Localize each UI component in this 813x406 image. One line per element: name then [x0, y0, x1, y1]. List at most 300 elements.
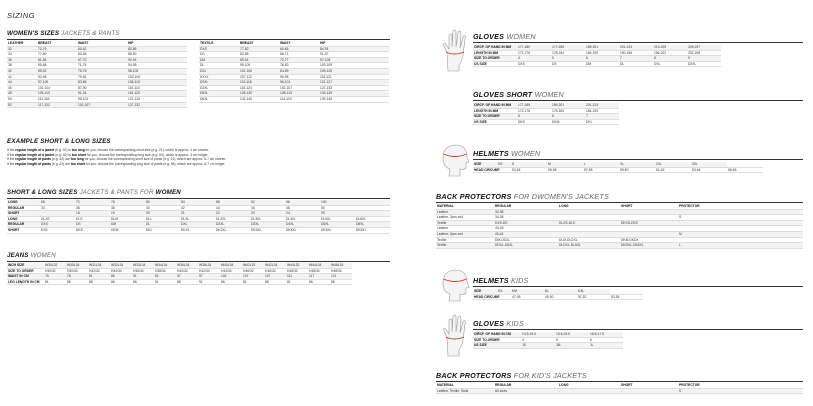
table-cell: W46L34 [330, 263, 352, 268]
table-cell: 5 [556, 337, 558, 342]
back-protectors-kids-rule [436, 381, 803, 382]
table-cell: JM [555, 343, 589, 349]
table-cell: 109-115 [319, 68, 389, 74]
table-cell: 4 [517, 56, 551, 62]
table-cell: DDXL-D6XL [494, 243, 558, 249]
table-cell: DKM [111, 227, 119, 232]
table-cell: 75-78 [77, 68, 127, 74]
table-cell: W32L34 [110, 263, 132, 268]
explain-emphasis: too long [70, 157, 84, 162]
table-cell: SIZE TO ORDER [8, 268, 34, 273]
table-cell: DLXL [181, 216, 190, 221]
table-cell: 102-106 [128, 74, 141, 79]
table-cell: 66-71 [280, 52, 289, 57]
table-cell: KXL [577, 289, 610, 294]
table-cell: DLM-DLDXL [559, 237, 578, 242]
table-cell: DLXS [41, 216, 50, 221]
table-cell: Textile [436, 220, 494, 226]
table-cell: 81 [243, 279, 247, 284]
explain-text: for you, choose the corresponding short size (e.g. 21), which is approx. 4 cm shorter. [84, 148, 210, 152]
table-cell: 125-130 [239, 91, 279, 97]
gloves-women-rule [473, 42, 803, 43]
table-cell: H38/34 [155, 268, 166, 273]
table-cell: 90-94 [127, 57, 187, 63]
table-cell: 102-107 [77, 102, 127, 108]
table-cell: 15.5-16.5 [555, 332, 589, 337]
table-cell: 189-201 [551, 103, 585, 108]
table-cell: 85-88 [38, 63, 47, 68]
table-cell: 189-201 [585, 45, 619, 50]
table-cell: 53-54 [611, 294, 620, 299]
table-cell: DM-DDXL [495, 237, 511, 242]
table-cell: M [678, 231, 803, 237]
table-cell: DXS [40, 222, 75, 228]
table-cell: 172-178 [518, 50, 531, 55]
table-cell: 86-90 [128, 52, 137, 57]
table-cell: 131-140 [240, 96, 253, 101]
table-cell: 97-100 [37, 80, 77, 86]
table-cell: DS [552, 61, 557, 66]
table-cell: SIZE [473, 289, 497, 294]
table-cell: LONG [8, 216, 18, 221]
table-cell: 38 [111, 205, 115, 210]
table-cell: 97 [176, 274, 198, 280]
table-cell: 76 [44, 274, 66, 280]
table-cell: 40-46 [495, 226, 504, 231]
table-cell: 97-103 [319, 57, 389, 63]
table-cell: 76 [110, 200, 145, 205]
table-cell: LEG LENGTH IN CM [8, 279, 40, 284]
explain-text: If the [7, 161, 16, 166]
short-long-sizes-rule [7, 198, 390, 199]
table-cell: DM [110, 222, 145, 228]
table-cell: 42 [8, 74, 12, 79]
table-cell: KL [544, 289, 577, 294]
table-cell: 16.5-17.5 [589, 332, 623, 337]
table-cell: D6XL [200, 96, 209, 101]
table-cell: HEAD CIRCUMF. [474, 294, 501, 299]
table-cell: LENGTH IN MM [474, 108, 499, 113]
table-cell: 94-98 [128, 63, 137, 68]
table-cell: W38L34 [198, 263, 220, 268]
table-header-cell: SHORT [621, 383, 633, 387]
table-cell: DXL [199, 68, 239, 74]
table-cell: 91 [132, 274, 154, 280]
back-protectors-kids-title: BACK PROTECTORS FOR KID'S JACKETS [436, 371, 587, 380]
table-cell: D2XL [215, 222, 250, 228]
table-cell: 97 [198, 274, 220, 280]
table-cell: 18 [75, 211, 110, 217]
table-cell: 44 [7, 80, 37, 86]
table-cell: Textile [436, 243, 494, 249]
table-cell: 3XL [691, 162, 727, 167]
gloves-kids-title: GLOVES KIDS [473, 319, 524, 328]
table-cell: DXXL [200, 74, 209, 79]
table-cell: 86 [331, 279, 335, 284]
table-cell: 60-65 [279, 46, 319, 52]
table-cell: 6 [585, 56, 619, 62]
table-cell: L [583, 162, 619, 167]
table-cell: DK4XL [286, 227, 297, 232]
table-cell: CIRCF. OF HAND IN MM [473, 103, 517, 108]
table-cell: 111 [286, 274, 308, 280]
back-protectors-women-title: BACK PROTECTORS FOR DWOMEN'S JACKETS [436, 192, 609, 201]
helmets-kids-rule [473, 286, 803, 287]
table-cell: M [547, 162, 583, 167]
table-row [436, 243, 803, 249]
table-cell: 190-196 [620, 50, 633, 55]
table-cell: DL [200, 63, 205, 68]
table-row [473, 119, 619, 125]
table-row [473, 167, 763, 173]
table-cell: 93-96 [38, 74, 47, 79]
table-cell: 42 [181, 205, 185, 210]
table-cell: 4 [522, 337, 524, 342]
table-cell: 86 [265, 279, 269, 284]
table-cell: DK5XL [321, 227, 332, 232]
table-cell: 178-184 [552, 108, 565, 113]
table-cell: XL [619, 162, 655, 167]
table-cell: 84-89 [279, 68, 319, 74]
table-cell: 55-56 [548, 167, 557, 172]
table-cell: DXS [518, 61, 525, 66]
table-cell: 100 [320, 200, 355, 205]
table-cell: 177-180 [517, 45, 551, 50]
table-row [473, 343, 623, 349]
table-header-cell: BREAST [240, 41, 254, 45]
table-cell: 51-52 [578, 294, 587, 299]
table-cell: DKL [146, 227, 153, 232]
table-cell: H46/32 [243, 268, 254, 273]
table-cell: SHORT [7, 211, 40, 217]
table-cell: D6XL [355, 222, 390, 228]
table-cell: SHORT [8, 227, 20, 232]
table-cell: S [679, 215, 682, 220]
table-cell: DKM [552, 119, 560, 124]
table-cell: Leather [437, 226, 449, 231]
explain-text: If the [7, 157, 16, 162]
table-cell: 86 [67, 279, 71, 284]
gloves-women-table [473, 45, 721, 67]
table-cell: DL4XL [286, 216, 297, 221]
helmets-women-title: HELMETS WOMEN [473, 149, 541, 158]
table-cell: 34 [8, 52, 12, 57]
table-cell: 67-70 [77, 57, 127, 63]
gloves-women-title: GLOVES WOMEN [473, 32, 536, 41]
head-profile-icon [440, 143, 470, 177]
table-cell: US SIZE [473, 343, 521, 349]
table-cell: 89-94 [239, 57, 279, 63]
table-cell: 86 [177, 279, 181, 284]
table-cell: 119-124 [240, 85, 252, 90]
table-cell: US SIZE [474, 61, 487, 66]
table-cell: XS [497, 162, 511, 167]
table-row [473, 294, 643, 300]
explain-emphasis: regular length of a jacket [15, 152, 55, 157]
table-cell: 95-101 [78, 96, 89, 101]
table-cell: 127-132 [127, 102, 187, 108]
table-cell: 91-94 [77, 91, 127, 97]
table-cell: 63-66 [78, 52, 87, 57]
table-cell: H48/34 [331, 268, 342, 273]
table-cell: H42/34 [199, 268, 210, 273]
table-cell: 121-127 [319, 80, 389, 86]
table-cell: H46/34 [265, 268, 276, 273]
table-header-cell: REGULAR [495, 204, 512, 208]
table-header-cell: MATERIAL [437, 383, 454, 387]
table-cell: 95-100 [240, 63, 251, 68]
table-cell: W31L34 [88, 263, 110, 268]
table-cell: 196-202 [654, 50, 667, 55]
short-long-size-table [7, 200, 390, 234]
table-cell: 60-62 [77, 46, 127, 52]
table-header-cell: BREAST [38, 41, 52, 45]
table-cell: DS [200, 52, 205, 57]
table-cell: CIRCF. OF HAND IN CM [473, 332, 521, 337]
table-cell: DL [145, 222, 180, 228]
gloves-short-rule [473, 100, 803, 101]
table-cell: 177-189 [551, 45, 585, 50]
table-cell: DL6XL [356, 216, 367, 221]
explain-emphasis: regular length of a jacket [15, 148, 55, 152]
table-cell: 92 [250, 200, 285, 205]
table-header-cell: LEATHER [8, 41, 24, 45]
jeans-rule [7, 261, 390, 262]
table-cell: 52 [7, 102, 37, 108]
table-cell: 34-38 [495, 215, 504, 220]
helmets-women-table [473, 162, 763, 173]
table-cell: LENGTH IN MM [474, 50, 499, 55]
table-cell: H40/34 [177, 268, 188, 273]
table-cell: REGULAR [8, 205, 25, 210]
table-cell: 59-60 [620, 167, 629, 172]
table-cell: 22 [215, 211, 250, 217]
explain-line [7, 162, 226, 167]
table-cell: DLL [146, 216, 153, 221]
table-cell: H30/32 [45, 268, 56, 273]
table-cell: 48 [7, 91, 37, 97]
table-cell: JL [589, 343, 623, 349]
table-cell: DK3XL [251, 227, 262, 232]
table-cell: DKM-DKDX [621, 237, 639, 242]
table-cell: 63-64 [692, 167, 701, 172]
table-cell: 78-83 [280, 63, 289, 68]
table-cell: Leather [436, 209, 494, 215]
table-cell: 102 [220, 274, 242, 280]
table-cell: 23 [250, 211, 285, 217]
table-cell: 177-189 [517, 103, 551, 108]
table-header-cell: REGULAR [495, 383, 512, 387]
table-cell: 8 [653, 56, 687, 62]
gloves-short-title: GLOVES SHORT WOMEN [473, 90, 564, 99]
table-cell: 72-77 [279, 57, 319, 63]
leather-size-table [7, 41, 187, 108]
table-cell: 24 [285, 211, 320, 217]
table-cell: 86 [133, 279, 137, 284]
table-cell: 7 [619, 56, 653, 62]
table-row [7, 227, 390, 233]
table-cell: DL [620, 61, 625, 66]
explain-emphasis: too short [70, 161, 86, 166]
table-cell: 91-97 [320, 52, 329, 57]
explain-text: for you, choose the corresponding short size of pants (e.g. 21), which are approx. 6-7 cm shorter. [83, 157, 227, 162]
table-cell: 81-84 [37, 57, 77, 63]
table-cell: 50 [8, 96, 12, 101]
table-cell: 111-116 [38, 96, 50, 101]
table-row [7, 102, 187, 108]
table-cell: 5 [517, 114, 551, 120]
table-cell: 80 [145, 200, 180, 205]
explain-emphasis: regular length of pants [15, 161, 51, 166]
table-cell: 121-126 [128, 96, 141, 101]
table-header-cell: MATERIAL [437, 204, 454, 208]
table-cell: 72 [75, 200, 110, 205]
back-protectors-women-rule [436, 202, 803, 203]
table-cell: REGULAR [7, 222, 40, 228]
table-cell: D2XL [688, 61, 697, 66]
table-cell: D4XL [285, 222, 320, 228]
table-cell: 91 [199, 279, 203, 284]
table-cell: 34 [41, 205, 45, 210]
table-cell: HEAD CIRCUMF. [474, 167, 501, 172]
explain-text: for you, choose the corresponding long size (e.g. 84), which is approx. 4 cm longer. [86, 152, 209, 157]
textile-size-table [199, 41, 389, 103]
table-cell: 96-101 [279, 80, 319, 86]
table-cell: 46 [251, 205, 255, 210]
table-cell: KXS [41, 227, 48, 232]
table-cell: Leather, 2pcs suit [437, 215, 463, 220]
gloves-kids-rule [473, 329, 803, 330]
table-cell: DKXL [181, 227, 190, 232]
table-cell: 91 [155, 279, 159, 284]
explain-text: (e.g. 42) is [54, 152, 72, 157]
table-cell: - [558, 388, 620, 394]
table-cell: 40-44 [494, 231, 558, 237]
table-cell: DKS [518, 119, 525, 124]
helmets-kids-table [473, 289, 643, 300]
table-cell: DL5XL [321, 216, 332, 221]
table-cell: DM [586, 61, 592, 66]
table-cell: W34L34 [154, 263, 176, 268]
table-cell: 184-190 [586, 50, 599, 55]
table-cell: 6 [551, 114, 585, 120]
table-header-cell: LONG [559, 383, 569, 387]
table-cell: 82-86 [127, 46, 187, 52]
table-cell: 83-88 [240, 52, 249, 57]
table-cell: 115-121 [320, 74, 332, 79]
table-cell: 86 [221, 279, 225, 284]
table-cell: SIZE TO ORDER [474, 337, 500, 342]
table-cell: H44/34 [221, 268, 232, 273]
table-cell: SIZE TO ORDER [473, 56, 517, 62]
table-cell: W36L34 [176, 263, 198, 268]
table-cell: Leather, Textile, Suits [436, 388, 494, 394]
jeans-size-table [7, 263, 352, 285]
table-cell: 84 [180, 200, 215, 205]
table-cell: 71-74 [78, 63, 87, 68]
table-header-cell: HIP [320, 41, 326, 45]
table-cell: 38 [8, 63, 12, 68]
jeans-title: JEANS WOMEN [7, 252, 56, 259]
table-cell: 213-225 [653, 45, 687, 50]
explain-text: If the [7, 152, 16, 157]
table-cell: JS [521, 343, 555, 349]
table-cell: 7 [585, 114, 619, 120]
table-cell: 36 [76, 205, 80, 210]
table-cell: S [678, 388, 803, 394]
explain-text: for you, choose the corresponding long size of pants (e.g. 84), which are approx. 6-7 cm longer. [85, 161, 226, 166]
table-cell: 89-92 [37, 68, 77, 74]
table-cell: S [511, 162, 547, 167]
table-cell: 81 [45, 279, 49, 284]
table-cell: 202-208 [688, 50, 701, 55]
table-cell: 49-50 [545, 294, 554, 299]
table-cell: 115-120 [127, 91, 187, 97]
table-cell: KM [511, 289, 544, 294]
table-cell: 81 [287, 279, 291, 284]
table-cell: W30L34 [66, 263, 88, 268]
table-cell: DLM [111, 216, 118, 221]
table-cell: 25 [320, 211, 355, 217]
table-cell: 2XL [655, 162, 691, 167]
table-cell: DLXS-DLS [558, 220, 620, 226]
explain-text: If the [7, 148, 16, 152]
table-cell: 225-237 [687, 45, 721, 50]
table-cell: 5 [551, 56, 585, 62]
table-cell: 81 [88, 274, 110, 280]
table-cell: DXL [654, 61, 661, 66]
table-cell: 32 [7, 46, 37, 52]
table-cell: DXL [180, 222, 215, 228]
short-long-sizes-title: SHORT & LONG SIZES JACKETS & PANTS FOR WOMEN [7, 189, 181, 196]
table-cell: DXS-DS [494, 220, 558, 226]
table-cell: 133-139 [319, 91, 389, 97]
table-header-cell: HIP [128, 41, 134, 45]
table-cell: 19 [110, 211, 145, 217]
table-cell: W33L34 [132, 263, 154, 268]
glove-hand-icon [441, 29, 469, 73]
table-row [473, 61, 721, 67]
table-cell: D3XL [250, 222, 285, 228]
table-cell: D3XL [199, 80, 239, 86]
table-cell: 79-82 [78, 74, 87, 79]
table-cell: 53-54 [512, 167, 521, 172]
table-cell: 77-80 [38, 52, 47, 57]
table-cell: 107 [264, 274, 286, 280]
table-cell: DM [199, 57, 239, 63]
table-cell: CIRCF. OF HAND IN MM [473, 45, 517, 50]
table-cell: DXS [199, 46, 239, 52]
table-cell: 86 [309, 279, 313, 284]
table-cell: W40L34 [220, 263, 242, 268]
table-header-cell: WAIST [78, 41, 89, 45]
table-cell: H34/34 [111, 268, 122, 273]
table-cell: D4XL [200, 85, 209, 90]
head-profile-kids-icon [440, 268, 470, 302]
explain-emphasis: too long [71, 148, 85, 152]
table-header-cell: PROTECTOR [679, 383, 700, 387]
womens-sizes-rule [7, 39, 390, 40]
table-cell: 88 [215, 200, 250, 205]
table-cell: 178-184 [552, 50, 565, 55]
helmets-women-rule [473, 159, 803, 160]
table-cell: All sizes [494, 388, 558, 394]
back-protectors-kids-table [436, 383, 803, 394]
table-cell: 83-86 [77, 80, 127, 86]
table-cell: 90-95 [280, 74, 289, 79]
table-cell: 201-213 [585, 103, 619, 108]
table-header-cell: LONG [559, 204, 569, 208]
